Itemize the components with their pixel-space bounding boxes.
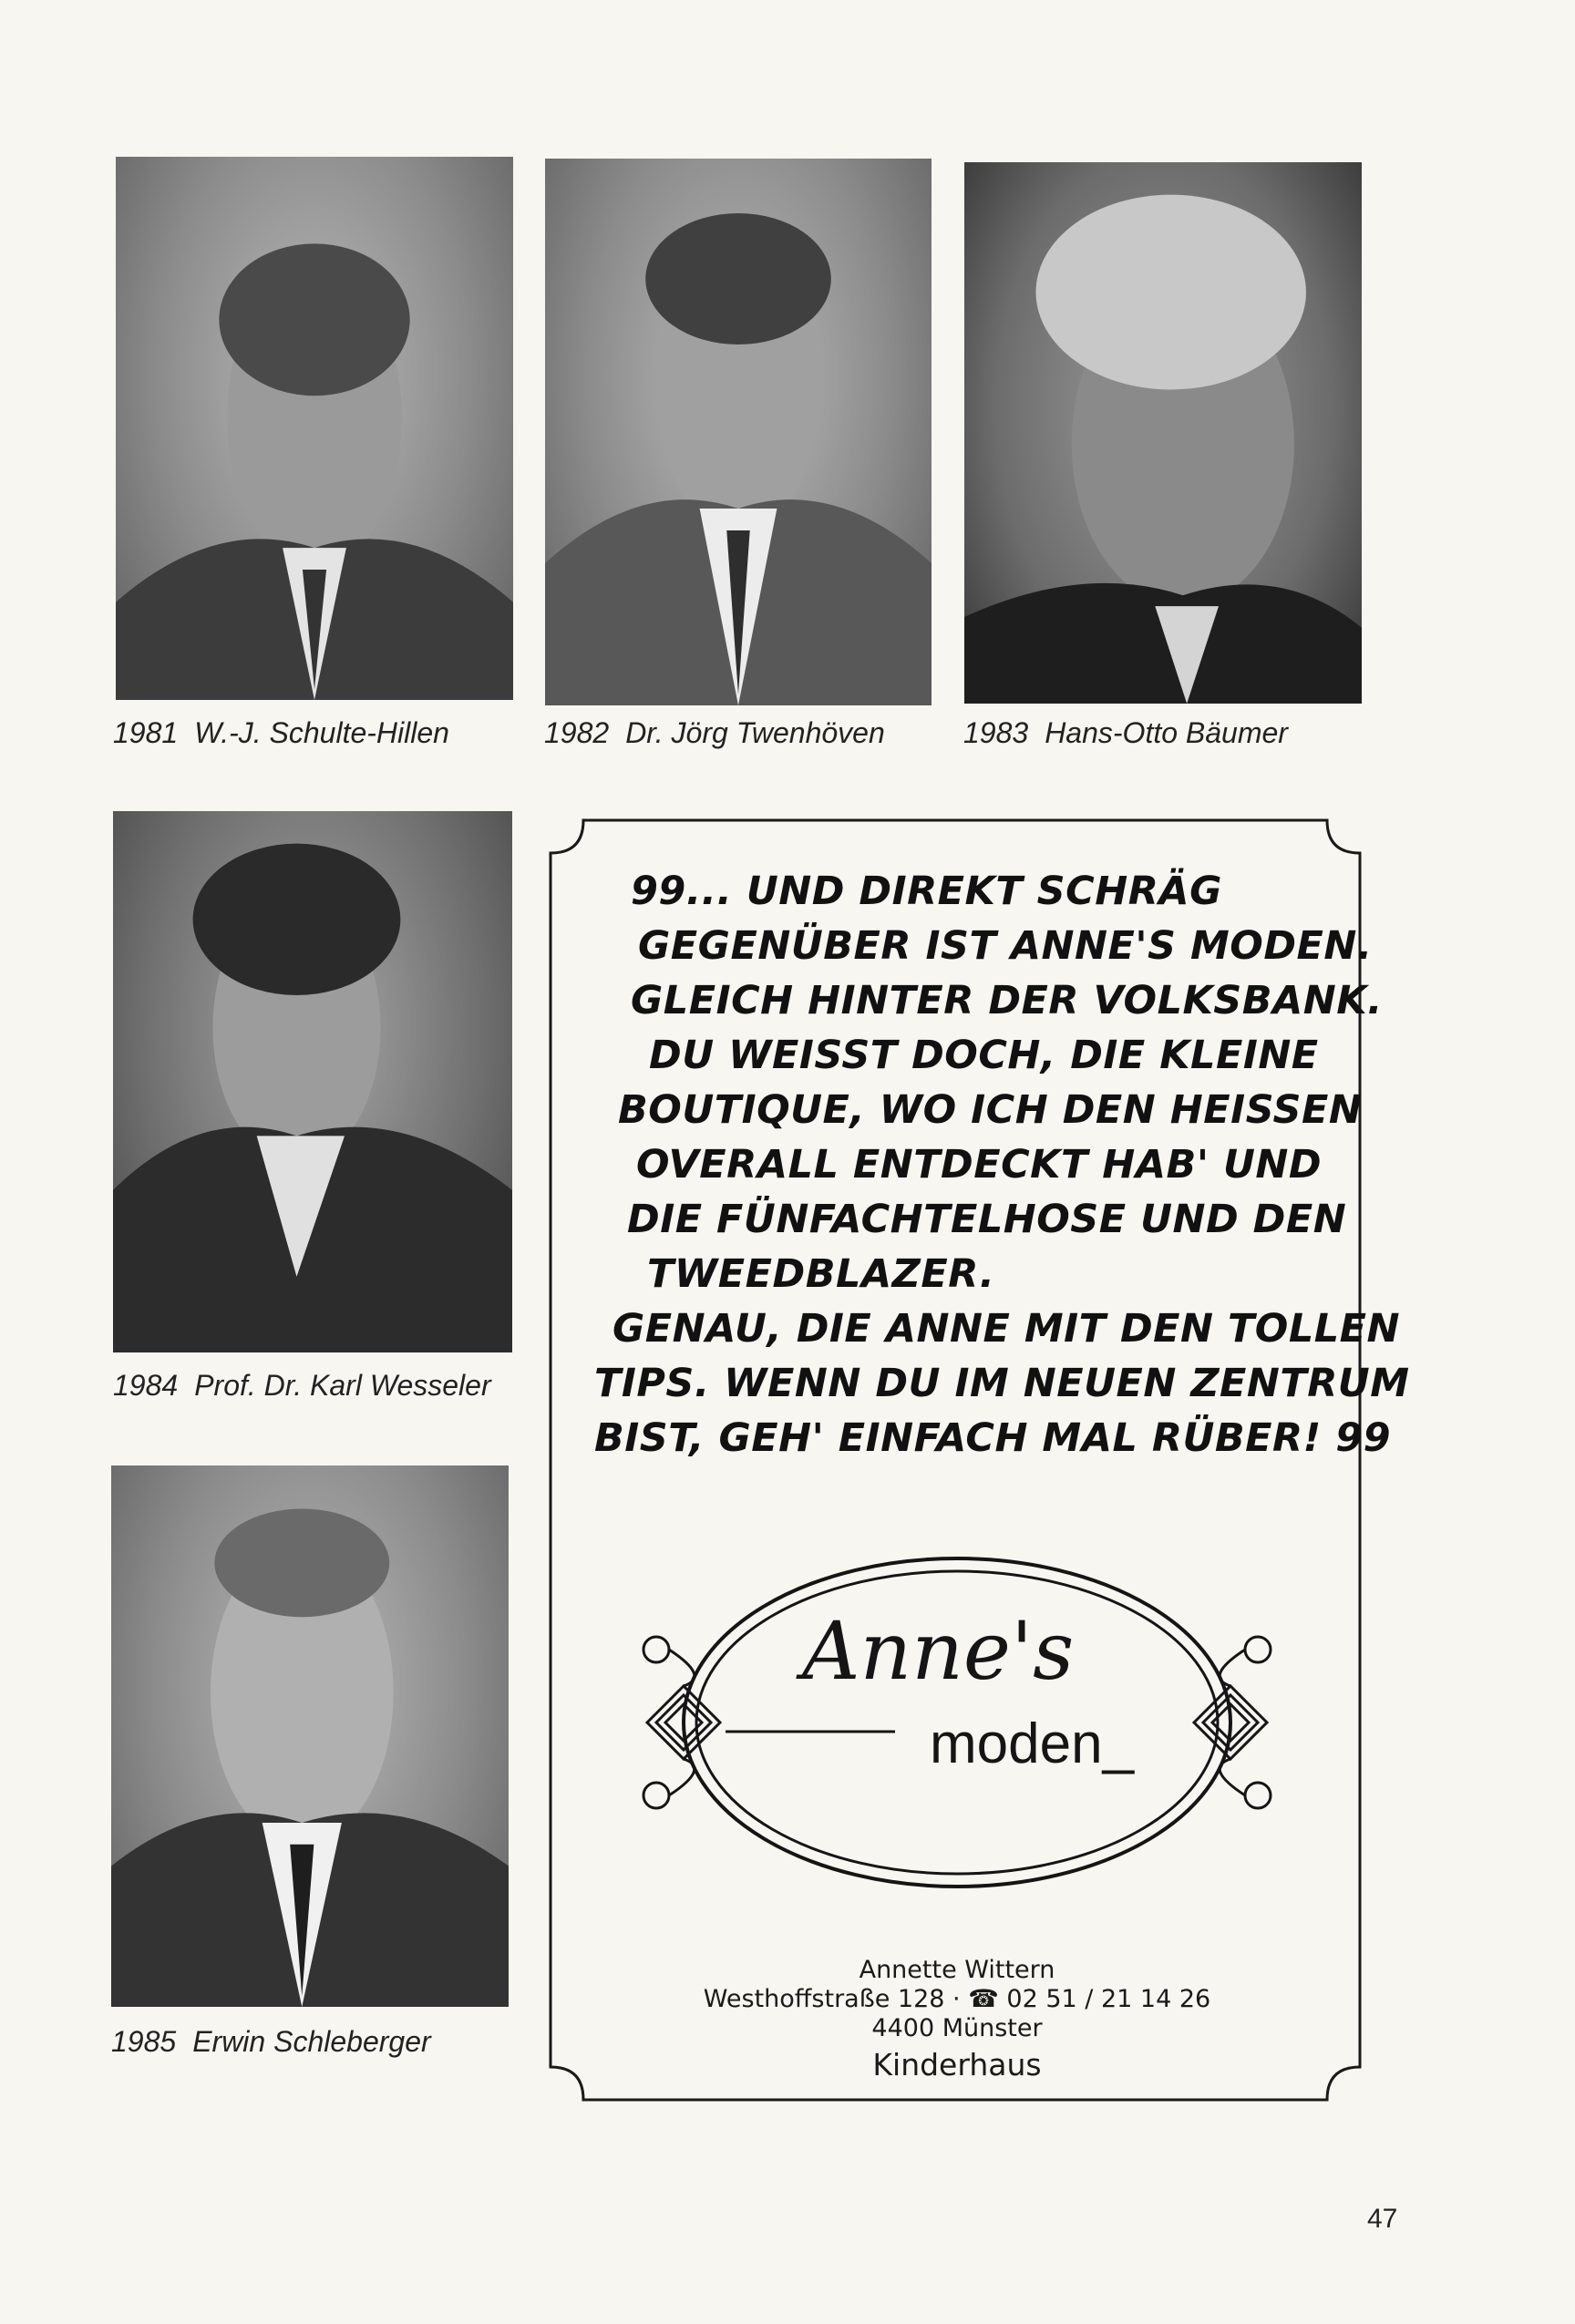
portrait-name: Prof. Dr. Karl Wesseler: [194, 1369, 491, 1402]
portrait-silhouette: [111, 1465, 509, 2007]
portrait-name: Hans-Otto Bäumer: [1045, 716, 1288, 749]
portrait-silhouette: [964, 162, 1362, 704]
portrait-caption-1982: [544, 716, 885, 750]
ad-quote-line: BIST, GEH' EINFACH MAL RÜBER! 99: [594, 1415, 1392, 1461]
ad-quote-line: OVERALL ENTDECKT HAB' UND: [636, 1142, 1323, 1188]
portrait-year: 1981: [113, 716, 179, 749]
ad-owner: Annette Wittern: [859, 1956, 1055, 1984]
portrait-year: 1982: [544, 716, 610, 749]
ad-quote-line: 99... UND DIREKT SCHRÄG: [631, 869, 1222, 914]
ad-quote-line: DU WEISST DOCH, DIE KLEINE: [649, 1033, 1319, 1078]
portrait-caption-1985: [111, 2025, 431, 2059]
ad-quote-line: TIPS. WENN DU IM NEUEN ZENTRUM: [594, 1361, 1410, 1406]
ad-district: Kinderhaus: [872, 2047, 1042, 2082]
ad-quote-line: TWEEDBLAZER.: [647, 1251, 995, 1297]
portrait-photo-1983: [964, 162, 1362, 704]
portrait-name: Dr. Jörg Twenhöven: [625, 716, 885, 749]
ad-city: 4400 Münster: [871, 2014, 1043, 2042]
logo-script-text: Anne's: [802, 1604, 1075, 1698]
ad-street-phone: Westhoffstraße 128 · ☎ 02 51 / 21 14 26: [703, 1985, 1211, 2013]
portrait-silhouette: [545, 159, 932, 705]
portrait-photo-1981: [116, 157, 513, 700]
ad-quote-line: GEGENÜBER IST ANNE'S MODEN.: [638, 923, 1373, 969]
portrait-caption-1984: [113, 1369, 491, 1403]
portrait-year: 1985: [111, 2025, 177, 2058]
portrait-name: W.-J. Schulte-Hillen: [194, 716, 449, 749]
portrait-photo-1984: [113, 811, 512, 1352]
page-number: 47: [1367, 2204, 1398, 2234]
portrait-photo-1982: [545, 159, 932, 705]
ad-quote-line: BOUTIQUE, WO ICH DEN HEISSEN: [618, 1087, 1363, 1133]
portrait-silhouette: [116, 157, 513, 700]
ad-quote-line: GENAU, DIE ANNE MIT DEN TOLLEN: [612, 1306, 1401, 1352]
portrait-name: Erwin Schleberger: [192, 2025, 431, 2058]
portrait-caption-1981: [113, 716, 449, 750]
ad-quote-line: GLEICH HINTER DER VOLKSBANK.: [631, 978, 1383, 1023]
ad-quote: [594, 864, 1410, 1465]
portrait-silhouette: [113, 811, 512, 1352]
portrait-year: 1983: [963, 716, 1029, 749]
portrait-year: 1984: [113, 1369, 179, 1402]
portrait-caption-1983: [963, 716, 1288, 750]
logo-wordmark: moden_: [930, 1712, 1135, 1775]
ad-quote-line: DIE FÜNFACHTELHOSE UND DEN: [627, 1197, 1347, 1242]
portrait-photo-1985: [111, 1465, 509, 2007]
